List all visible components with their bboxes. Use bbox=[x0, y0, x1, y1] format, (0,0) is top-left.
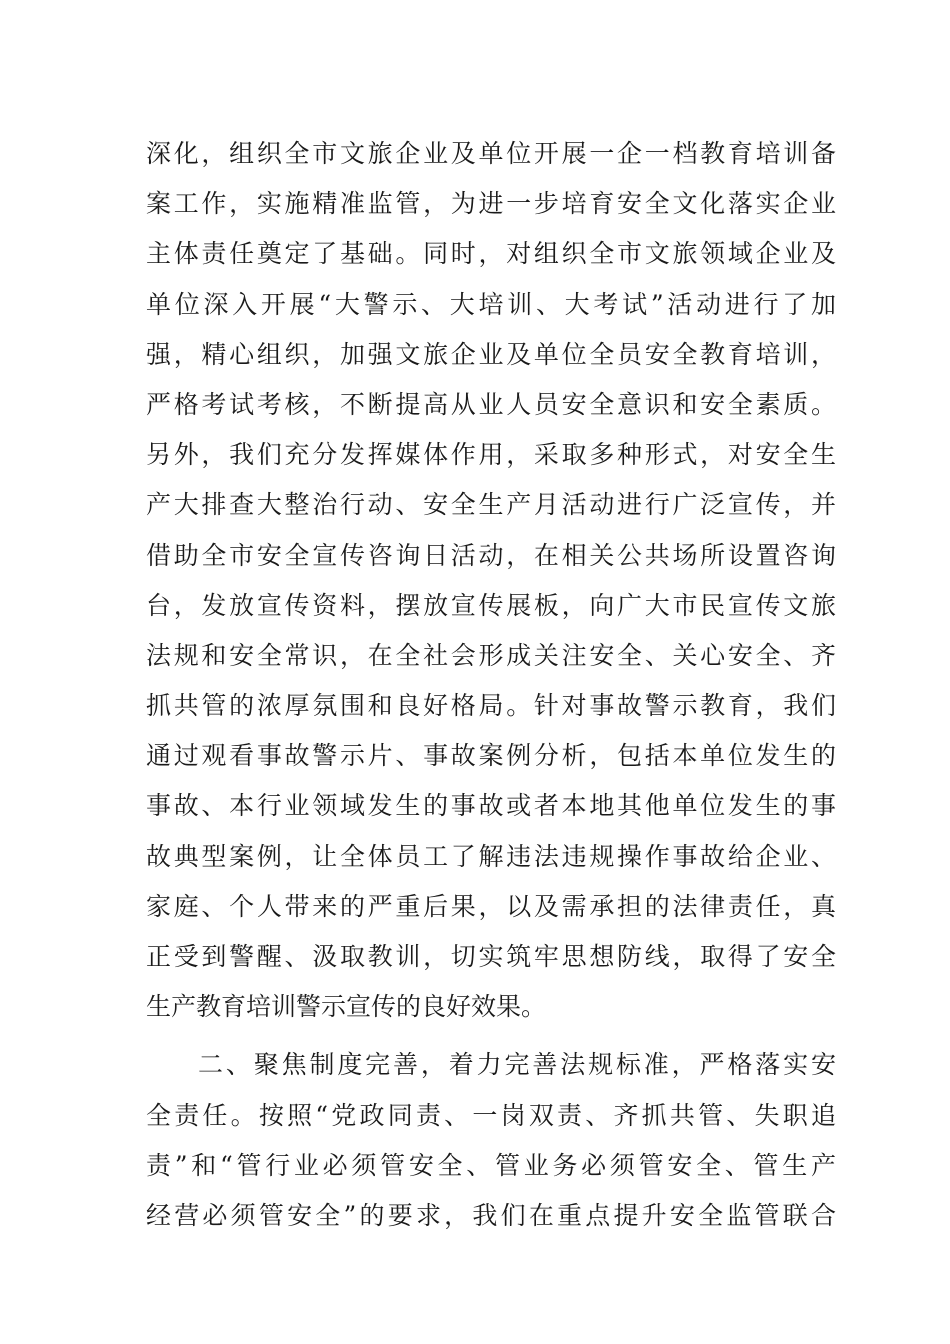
text-line: 正受到警醒、汲取教训，切实筑牢思想防线，取得了安全 bbox=[146, 942, 836, 971]
document-body bbox=[146, 129, 836, 1241]
text-line: 抓共管的浓厚氛围和良好格局。针对事故警示教育，我们 bbox=[146, 691, 836, 721]
text-line: 主体责任奠定了基础。同时，对组织全市文旅领域企业及 bbox=[146, 239, 836, 269]
text-line: 案工作，实施精准监管，为进一步培育安全文化落实企业 bbox=[146, 189, 836, 219]
paragraph-spacer bbox=[146, 1032, 836, 1040]
text-line: 事故、本行业领域发生的事故或者本地其他单位发生的事 bbox=[146, 791, 836, 821]
text-line: 通过观看事故警示片、事故案例分析，包括本单位发生的 bbox=[146, 741, 836, 771]
paragraph-2 bbox=[146, 1040, 836, 1241]
text-line: 借助全市安全宣传咨询日活动，在相关公共场所设置咨询 bbox=[146, 540, 836, 570]
text-line: 产大排查大整治行动、安全生产月活动进行广泛宣传，并 bbox=[146, 490, 836, 520]
text-line: 台，发放宣传资料，摆放宣传展板，向广大市民宣传文旅 bbox=[146, 590, 836, 620]
text-line: 故典型案例，让全体员工了解违法违规操作事故给企业、 bbox=[146, 841, 836, 871]
paragraph-1 bbox=[146, 129, 836, 1032]
text-line: 另外，我们充分发挥媒体作用，采取多种形式，对安全生 bbox=[146, 440, 836, 470]
text-line: 经营必须管安全”的要求，我们在重点提升安全监管联合 bbox=[146, 1200, 836, 1230]
text-line: 深化，组织全市文旅企业及单位开展一企一档教育培训备 bbox=[146, 139, 836, 168]
text-line: 家庭、个人带来的严重后果，以及需承担的法律责任，真 bbox=[146, 891, 836, 921]
text-line: 强，精心组织，加强文旅企业及单位全员安全教育培训， bbox=[146, 339, 836, 369]
text-line: 责”和“管行业必须管安全、管业务必须管安全、管生产 bbox=[146, 1150, 836, 1180]
text-line: 全责任。按照“党政同责、一岗双责、齐抓共管、失职追 bbox=[146, 1100, 836, 1130]
text-line: 法规和安全常识，在全社会形成关注安全、关心安全、齐 bbox=[146, 640, 836, 670]
text-line: 二、聚焦制度完善，着力完善法规标准，严格落实安 bbox=[198, 1050, 836, 1080]
text-line: 生产教育培训警示宣传的良好效果。 bbox=[146, 992, 547, 1022]
text-line: 单位深入开展“大警示、大培训、大考试”活动进行了加 bbox=[146, 289, 836, 319]
text-line: 严格考试考核，不断提高从业人员安全意识和安全素质。 bbox=[146, 389, 836, 419]
